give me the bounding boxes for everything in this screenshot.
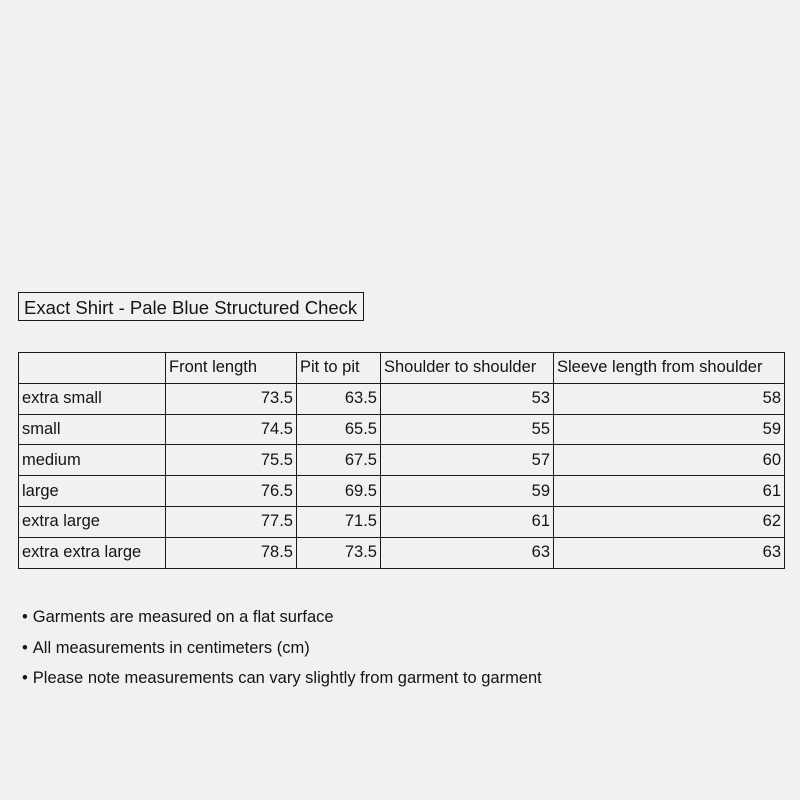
note-item [22,667,542,698]
table-header-row [19,353,785,384]
table-row [19,506,785,537]
sleeve-cell: 58 [554,383,785,414]
sleeve-cell: 61 [554,476,785,507]
size-cell: large [19,476,166,507]
note-text: Please note measurements can vary slightly from garment to garment [32,669,542,688]
note-item [22,637,542,668]
front-length-cell: 74.5 [166,414,297,445]
shoulder-cell: 53 [381,383,554,414]
pit-to-pit-cell: 69.5 [297,476,381,507]
front-length-cell: 77.5 [166,506,297,537]
table-row [19,537,785,568]
size-cell: extra small [19,383,166,414]
size-cell: medium [19,445,166,476]
front-length-cell: 76.5 [166,476,297,507]
note-text: All measurements in centimeters (cm) [32,638,310,657]
bullet-icon: • [22,669,28,688]
note-item [22,606,542,637]
header-size [19,353,166,384]
note-text: Garments are measured on a flat surface [32,608,334,626]
bullet-icon: • [22,638,28,657]
pit-to-pit-cell: 65.5 [297,414,381,445]
sleeve-cell: 62 [554,506,785,537]
shoulder-cell: 63 [381,537,554,568]
header-shoulder-to-shoulder: Shoulder to shoulder [381,353,554,384]
shoulder-cell: 59 [381,476,554,507]
measurement-notes [22,606,542,698]
sleeve-cell: 63 [554,537,785,568]
front-length-cell: 75.5 [166,445,297,476]
pit-to-pit-cell: 71.5 [297,506,381,537]
table-row [19,383,785,414]
shoulder-cell: 55 [381,414,554,445]
sleeve-cell: 59 [554,414,785,445]
shoulder-cell: 61 [381,506,554,537]
table-row [19,445,785,476]
pit-to-pit-cell: 67.5 [297,445,381,476]
front-length-cell: 73.5 [166,383,297,414]
table-row [19,476,785,507]
header-pit-to-pit: Pit to pit [297,353,381,384]
sleeve-cell: 60 [554,445,785,476]
table-row [19,414,785,445]
pit-to-pit-cell: 63.5 [297,383,381,414]
size-chart-table [18,352,785,569]
size-cell: small [19,414,166,445]
header-sleeve-length: Sleeve length from shoulder [554,353,785,384]
bullet-icon: • [22,608,28,626]
front-length-cell: 78.5 [166,537,297,568]
pit-to-pit-cell: 73.5 [297,537,381,568]
size-cell: extra extra large [19,537,166,568]
shoulder-cell: 57 [381,445,554,476]
page-title: Exact Shirt - Pale Blue Structured Check [18,292,364,321]
size-cell: extra large [19,506,166,537]
header-front-length: Front length [166,353,297,384]
